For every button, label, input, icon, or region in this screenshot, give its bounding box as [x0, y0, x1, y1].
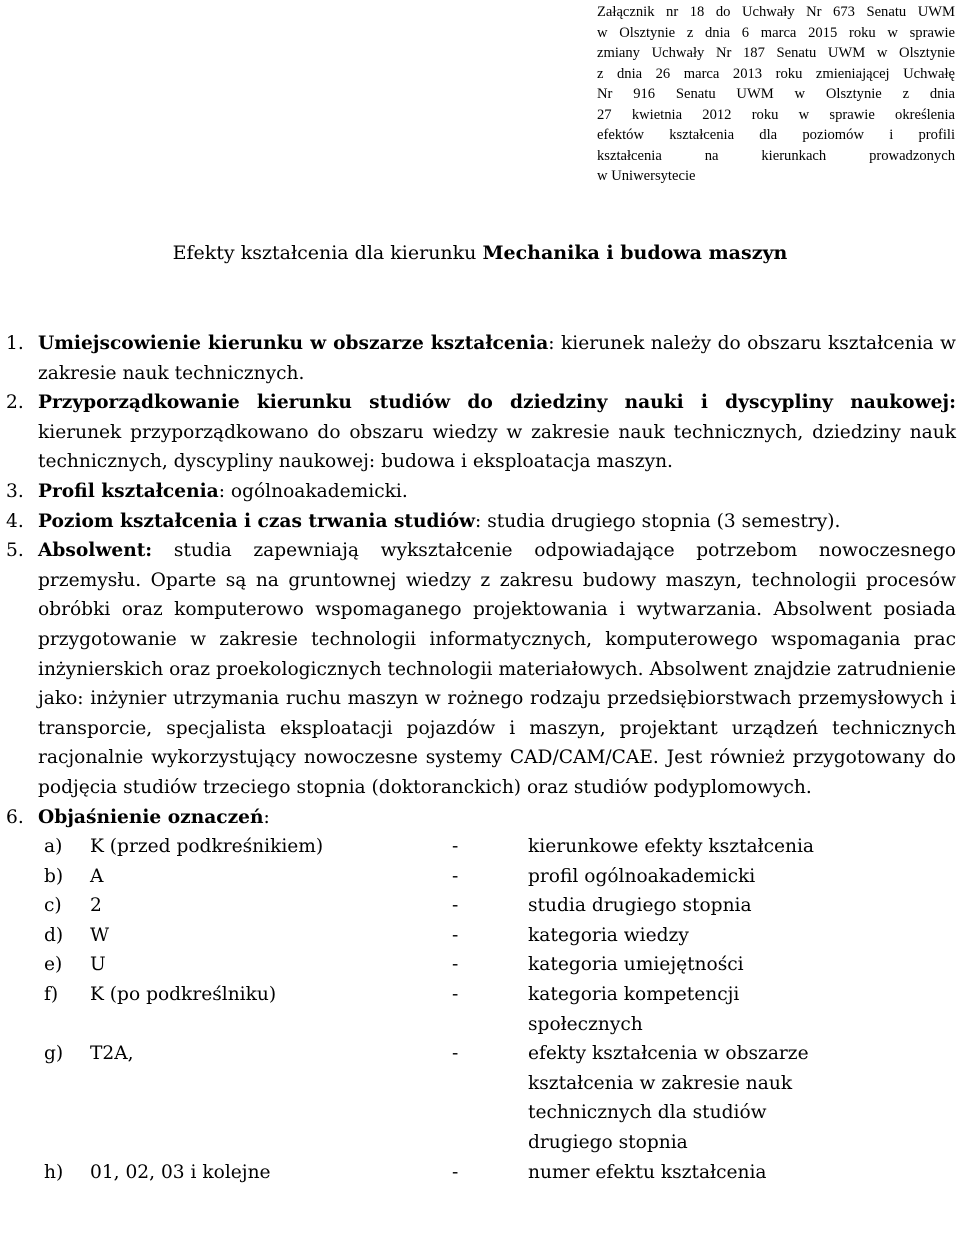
definition-meaning: numer efektu kształcenia: [528, 1161, 767, 1183]
section-body: [38, 803, 956, 833]
section-3: [6, 477, 956, 507]
section-6: [6, 803, 956, 833]
section-heading: Profil kształcenia: [38, 480, 219, 502]
definition-symbol: 01, 02, 03 i kolejne: [90, 1161, 271, 1183]
section-2: [6, 388, 956, 477]
annex-line: kształcenia na kierunkach prowadzonych: [597, 147, 955, 164]
title-prefix: Efekty kształcenia dla kierunku: [172, 242, 483, 264]
annex-line: w Olsztynie z dnia 6 marca 2015 roku w sprawie: [597, 24, 955, 41]
definition-symbol: K (po podkreślniku): [90, 984, 277, 1006]
annex-line: 27 kwietnia 2012 roku w sprawie określenia: [597, 106, 955, 123]
annex-line: Załącznik nr 18 do Uchwały Nr 673 Senatu UWM: [597, 4, 955, 20]
definition-symbol: A: [90, 865, 104, 887]
definition-meaning: kategoria kompetencji społecznych: [528, 984, 740, 1035]
definition-item: [44, 1158, 956, 1188]
section-body: [38, 536, 956, 802]
definition-meaning: kategoria umiejętności: [528, 954, 744, 976]
definition-symbol: T2A,: [90, 1043, 134, 1065]
section-number: 2.: [6, 392, 24, 414]
section-text: : kierunek należy do obszaru kształcenia w zakresie nauk technicznych.: [38, 333, 956, 384]
definition-letter: h): [44, 1161, 64, 1183]
annex-note: [597, 2, 955, 187]
definition-item: [44, 980, 956, 1039]
section-heading: Absolwent:: [38, 540, 153, 562]
section-heading: Objaśnienie oznaczeń: [38, 806, 264, 828]
section-text: kierunek przyporządkowano do obszaru wiedzy w zakresie nauk technicznych, dziedziny nauk technicznych, dyscypliny naukowej: budowa i eksploatacja maszyn.: [38, 421, 956, 473]
section-body: [38, 329, 956, 388]
definition-dash: -: [452, 865, 459, 887]
definition-dash: -: [452, 895, 459, 917]
definition-dash: -: [452, 954, 459, 976]
section-heading: Przyporządkowanie kierunku studiów do dziedziny nauki i dyscypliny naukowej:: [38, 392, 956, 414]
annex-line: z dnia 26 marca 2013 roku zmieniającej Uchwałę: [597, 65, 955, 82]
definition-item: [44, 832, 956, 862]
definition-meaning: efekty kształcenia w obszarze kształcenia w zakresie nauk technicznych dla studiów drugiego stopnia: [528, 1043, 809, 1154]
annex-line: w Uniwersytecie: [597, 168, 696, 184]
annex-line: efektów kształcenia dla poziomów i profili: [597, 127, 955, 143]
definition-letter: g): [44, 1043, 64, 1065]
definition-meaning: studia drugiego stopnia: [528, 895, 752, 917]
section-text: : studia drugiego stopnia (3 semestry).: [475, 510, 841, 532]
definition-dash: -: [452, 984, 459, 1006]
section-1: [6, 329, 956, 388]
section-5: [6, 536, 956, 802]
sections: [6, 329, 956, 1187]
section-heading: Poziom kształcenia i czas trwania studiów: [38, 510, 476, 532]
definition-item: [44, 862, 956, 892]
section-4: [6, 507, 956, 537]
definition-letter: f): [44, 984, 59, 1006]
definitions-list: [44, 832, 956, 1187]
section-text: : ogólnoakademicki.: [218, 480, 408, 502]
definition-meaning: kierunkowe efekty kształcenia: [528, 836, 815, 858]
section-number: 1.: [6, 333, 24, 354]
definition-symbol: W: [90, 924, 110, 946]
section-body: [38, 477, 956, 507]
definition-item: [44, 950, 956, 980]
definition-letter: b): [44, 865, 64, 887]
definition-letter: a): [44, 836, 63, 858]
definition-item: [44, 1039, 956, 1157]
definition-meaning: kategoria wiedzy: [528, 924, 689, 946]
definition-dash: -: [452, 1161, 459, 1183]
definition-item: [44, 891, 956, 921]
definition-dash: -: [452, 836, 459, 858]
definition-meaning: profil ogólnoakademicki: [528, 865, 756, 887]
section-number: 5.: [6, 540, 24, 562]
definition-item: [44, 921, 956, 951]
section-text: :: [263, 806, 270, 828]
section-body: [38, 388, 956, 477]
definition-dash: -: [452, 924, 459, 946]
title-field: Mechanika i budowa maszyn: [482, 242, 788, 264]
definition-symbol: 2: [90, 895, 102, 917]
section-body: [38, 507, 956, 537]
section-text: studia zapewniają wykształcenie odpowiadające potrzebom nowoczesnego przemysłu. Oparte są na gruntownej wiedzy z zakresu budowy maszyn, technologii procesów obróbki oraz komputerowo wspomaganego projektowania i wytwarzania. Absolwent posiada przygotowanie w zakresie technologii informatycznych, komputerowego wspomagania prac inżynierskich oraz proekologicznych technologii materiałowych. Absolwent znajdzie zatrudnienie jako: inżynier utrzymania ruchu maszyn w rożnego rodzaju przedsiębiorstwach przemysłowych i transporcie, specjalista eksploatacji pojazdów i maszyn, projektant urządzeń technicznych racjonalnie wykorzystujący nowoczesne systemy CAD/CAM/CAE. Jest również przygotowany do podjęcia studiów trzeciego stopnia (doktoranckich) oraz studiów podyplomowych.: [38, 540, 956, 798]
annex-line: Nr 916 Senatu UWM w Olsztynie z dnia: [597, 86, 955, 102]
definition-symbol: U: [90, 954, 106, 976]
section-number: 4.: [6, 510, 24, 532]
section-heading: Umiejscowienie kierunku w obszarze kształcenia: [38, 333, 549, 354]
section-number: 3.: [6, 480, 24, 502]
definition-symbol: K (przed podkreśnikiem): [90, 836, 324, 858]
definition-letter: e): [44, 954, 63, 976]
definition-letter: d): [44, 924, 64, 946]
definition-dash: -: [452, 1043, 459, 1065]
annex-line: zmiany Uchwały Nr 187 Senatu UWM w Olsztynie: [597, 45, 955, 61]
section-number: 6.: [6, 806, 24, 828]
definition-letter: c): [44, 895, 62, 917]
page-title: [0, 238, 960, 268]
